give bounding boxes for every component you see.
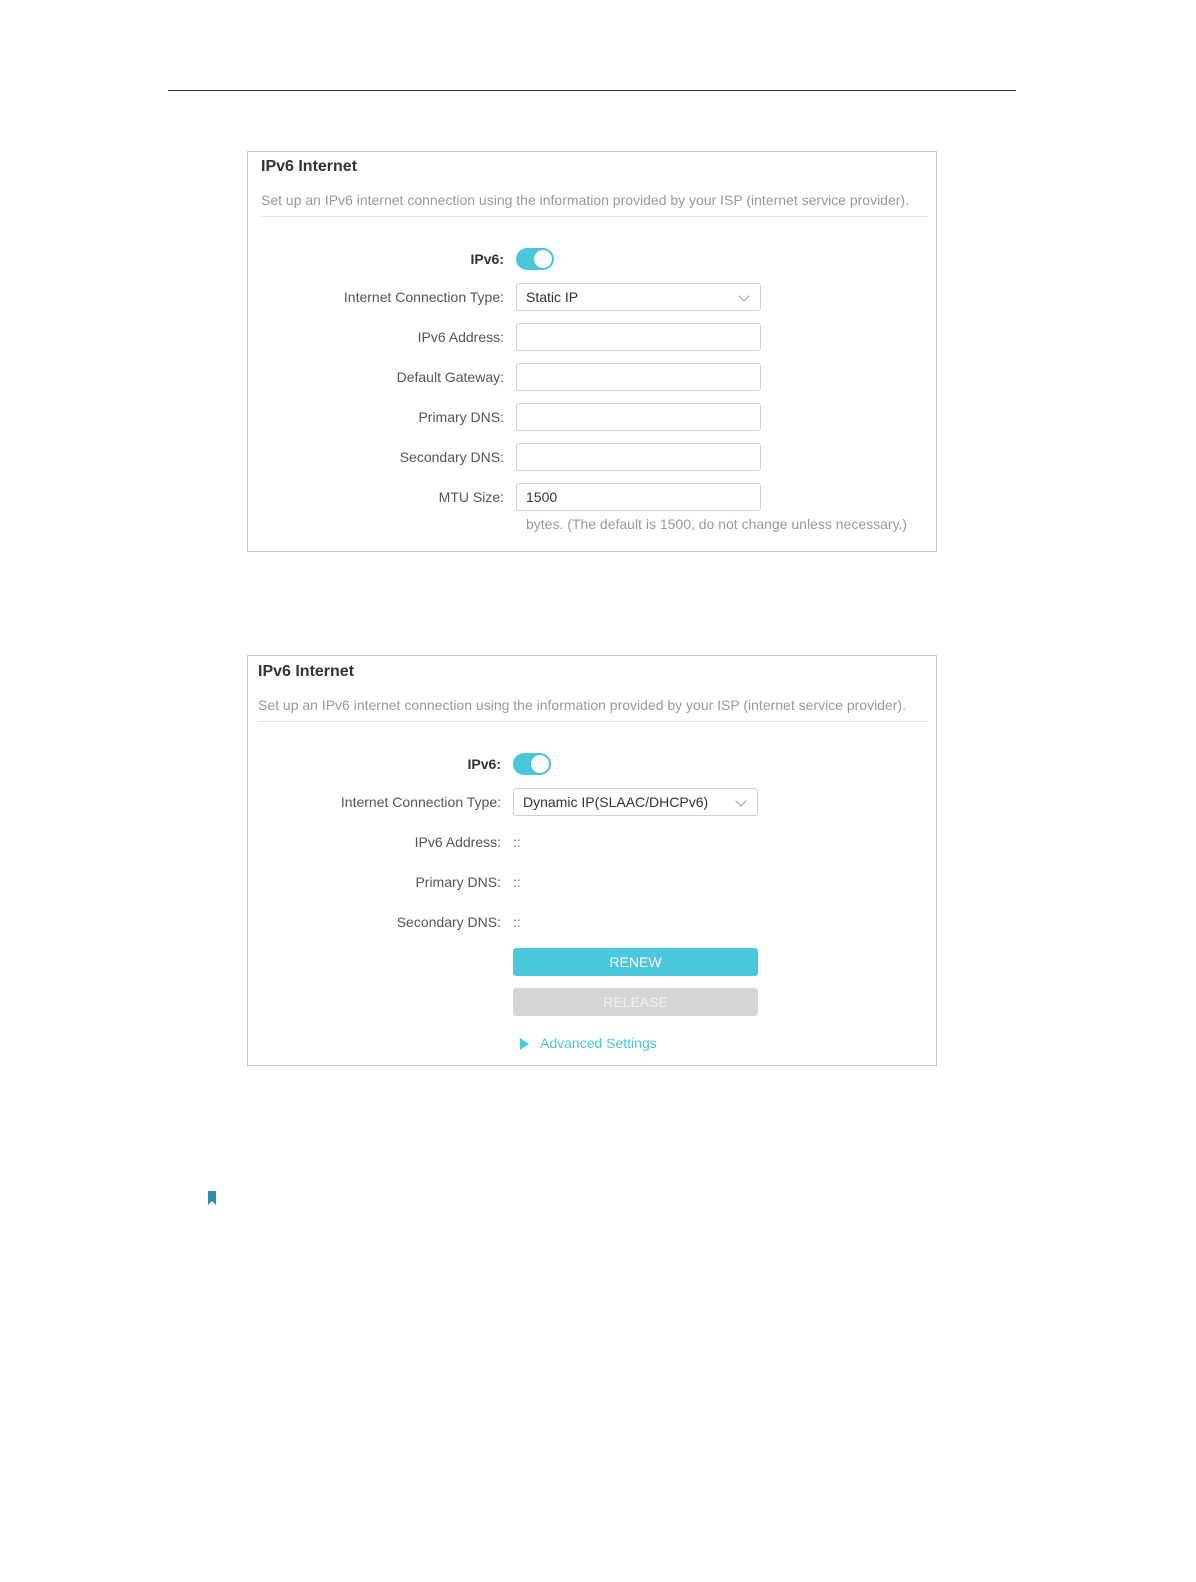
- connection-type-value: Static IP: [526, 289, 579, 305]
- chevron-down-icon: [738, 290, 749, 301]
- ipv6-label: IPv6:: [467, 756, 501, 772]
- primary-dns-row: [248, 868, 936, 896]
- default-gateway-label: Default Gateway:: [396, 369, 504, 385]
- ipv6-address-row: [248, 323, 936, 351]
- primary-dns-input[interactable]: [516, 403, 761, 431]
- default-gateway-input[interactable]: [516, 363, 761, 391]
- connection-type-value: Dynamic IP(SLAAC/DHCPv6): [523, 794, 709, 810]
- secondary-dns-label: Secondary DNS:: [396, 914, 501, 930]
- secondary-dns-input[interactable]: [516, 443, 761, 471]
- release-button[interactable]: RELEASE: [513, 988, 758, 1016]
- ipv6-internet-panel-static: [247, 151, 937, 552]
- triangle-right-icon: [520, 1038, 529, 1050]
- toggle-knob: [534, 250, 552, 268]
- primary-dns-value: ::: [513, 874, 521, 890]
- ipv6-label: IPv6:: [470, 251, 504, 267]
- primary-dns-label: Primary DNS:: [415, 874, 501, 890]
- ipv6-address-value: ::: [513, 834, 521, 850]
- connection-type-label: Internet Connection Type:: [340, 794, 501, 810]
- secondary-dns-row: [248, 908, 936, 936]
- chevron-down-icon: [735, 795, 746, 806]
- mtu-hint: bytes. (The default is 1500, do not change unless necessary.): [526, 516, 908, 532]
- mtu-label: MTU Size:: [438, 489, 504, 505]
- ipv6-address-row: [248, 828, 936, 856]
- renew-button[interactable]: RENEW: [513, 948, 758, 976]
- primary-dns-label: Primary DNS:: [418, 409, 504, 425]
- ipv6-address-label: IPv6 Address:: [414, 834, 501, 850]
- default-gateway-row: [248, 363, 936, 391]
- bookmark-icon: [208, 1191, 216, 1205]
- connection-type-label: Internet Connection Type:: [343, 289, 504, 305]
- toggle-knob: [531, 755, 549, 773]
- connection-type-select[interactable]: [513, 788, 758, 816]
- ipv6-row: [248, 245, 936, 273]
- panel-divider: [258, 721, 928, 722]
- secondary-dns-value: ::: [513, 914, 521, 930]
- advanced-settings-label: Advanced Settings: [540, 1035, 657, 1051]
- panel-description: Set up an IPv6 internet connection using the information provided by your ISP (internet service provider).: [258, 697, 906, 713]
- panel-title: IPv6 Internet: [258, 663, 355, 680]
- primary-dns-row: [248, 403, 936, 431]
- panel-description: Set up an IPv6 internet connection using the information provided by your ISP (internet service provider).: [261, 192, 909, 208]
- ipv6-toggle[interactable]: [516, 248, 554, 270]
- mtu-row: [248, 483, 936, 511]
- connection-type-row: [248, 788, 936, 816]
- connection-type-select[interactable]: [516, 283, 761, 311]
- ipv6-address-input[interactable]: [516, 323, 761, 351]
- secondary-dns-row: [248, 443, 936, 471]
- connection-type-row: [248, 283, 936, 311]
- ipv6-internet-panel-dynamic: [247, 655, 937, 1066]
- mtu-input[interactable]: 1500: [516, 483, 761, 511]
- panel-title: IPv6 Internet: [261, 158, 358, 175]
- ipv6-row: [248, 750, 936, 778]
- ipv6-address-label: IPv6 Address:: [417, 329, 504, 345]
- panel-divider: [261, 216, 928, 217]
- ipv6-toggle[interactable]: [513, 753, 551, 775]
- page-header-rule: [168, 90, 1016, 91]
- secondary-dns-label: Secondary DNS:: [399, 449, 504, 465]
